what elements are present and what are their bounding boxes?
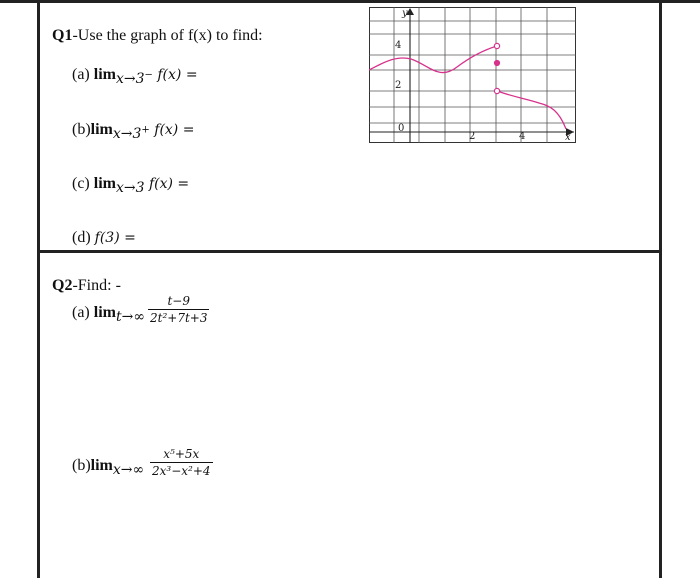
x-axis-label: x [565, 132, 571, 143]
q2-title [52, 276, 121, 296]
tick-y-4: 4 [395, 40, 402, 51]
q1-part-a: (a) $\lim_{x\to 3^-} f(x)$ = [72, 66, 198, 87]
y-axis-label: y [402, 8, 408, 19]
q1-title-text: -Use the graph of f(x) to find: [72, 27, 263, 44]
filled-point [494, 60, 499, 65]
open-point [494, 43, 499, 48]
q1-number: Q1 [52, 27, 73, 44]
page-right-border [659, 0, 662, 578]
function-graph [369, 7, 576, 143]
q2-part-b-fraction [150, 446, 213, 479]
tick-y-2: 2 [395, 80, 402, 91]
q2-part-a-fraction [148, 293, 209, 326]
q2-part-b-denominator: 2x³−x²+4 [152, 464, 211, 478]
page-top-border [0, 0, 700, 3]
q2-part-a: (a) $\lim_{t\to\infty}$ [72, 304, 146, 325]
q1-part-b: $(b)\lim_{x\to 3^+}$ f(x) = [72, 121, 195, 142]
open-point-right [494, 88, 499, 93]
section-divider [37, 250, 662, 253]
tick-x-4: 4 [519, 131, 526, 142]
curve-left-branch [369, 46, 497, 73]
q1-part-c: (c) $\lim_{x\to 3} f(x)$ = [72, 175, 190, 196]
q2-part-b: $(b)\lim_{x\to\infty}$ [72, 457, 145, 478]
page-left-border [37, 0, 40, 578]
q2-part-a-denominator: 2t²+7t+3 [150, 311, 208, 325]
tick-origin: 0 [398, 123, 405, 134]
q1-part-d: (d) f(3) = [72, 229, 136, 246]
q2-title-text: -Find: - [72, 277, 121, 294]
tick-x-2: 2 [469, 131, 476, 142]
q2-part-a-numerator: t−9 [148, 293, 209, 310]
q2-number: Q2 [52, 277, 73, 294]
q2-part-b-numerator: x⁵+5x [150, 446, 213, 463]
q1-title [52, 26, 263, 46]
